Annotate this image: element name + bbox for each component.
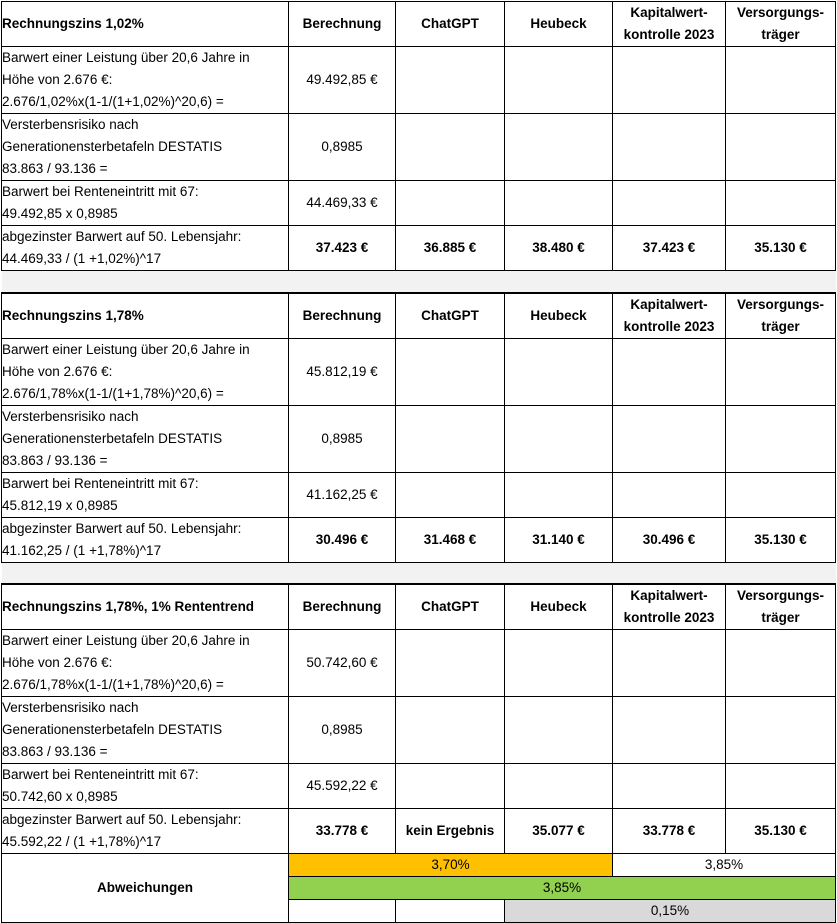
empty-cell [505, 405, 613, 472]
header-kapitalwertkontrolle: Kapitalwert- kontrolle 2023 [613, 2, 726, 47]
empty-cell [505, 114, 613, 181]
empty-cell [613, 764, 726, 809]
section-3-title: Rechnungszins 1,78%, 1% Rententrend [2, 584, 289, 630]
section-3-row-barwert [2, 630, 836, 697]
deviation-white-bar: 3,85% [613, 854, 836, 877]
section-2-header-row [2, 293, 836, 339]
empty-cell [613, 338, 726, 405]
row-label: Versterbensrisiko nach Generationensterbetafeln DESTATIS 83.863 / 93.136 = [2, 697, 289, 764]
empty-cell [396, 338, 505, 405]
header-heubeck: Heubeck [505, 584, 613, 630]
header-chatgpt: ChatGPT [396, 584, 505, 630]
deviation-grey-bar: 0,15% [505, 900, 836, 923]
deviation-green-bar: 3,85% [289, 877, 836, 900]
empty-cell [396, 472, 505, 517]
empty-cell [726, 114, 836, 181]
value-cell: 45.592,22 € [289, 764, 396, 809]
empty-cell [726, 764, 836, 809]
empty-cell [289, 900, 396, 923]
empty-cell [505, 697, 613, 764]
result-versorgung: 35.130 € [726, 809, 836, 854]
empty-cell [396, 630, 505, 697]
empty-cell [613, 181, 726, 226]
separator-cell [2, 562, 836, 584]
result-kapitalwert: 33.778 € [613, 809, 726, 854]
empty-cell [396, 900, 505, 923]
row-label: abgezinster Barwert auf 50. Lebensjahr: 44.469,33 / (1 +1,02%)^17 [2, 226, 289, 271]
empty-cell [726, 697, 836, 764]
header-kapitalwertkontrolle: Kapitalwert- kontrolle 2023 [613, 293, 726, 339]
result-berechnung: 37.423 € [289, 226, 396, 271]
section-2-row-renteneintritt [2, 472, 836, 517]
empty-cell [396, 114, 505, 181]
empty-cell [726, 472, 836, 517]
section-3-row-versterbensrisiko [2, 697, 836, 764]
row-label: Barwert bei Renteneintritt mit 67: 45.812,19 x 0,8985 [2, 472, 289, 517]
header-heubeck: Heubeck [505, 2, 613, 47]
header-chatgpt: ChatGPT [396, 2, 505, 47]
section-3-row-abgezinst [2, 809, 836, 854]
row-label: Versterbensrisiko nach Generationensterbetafeln DESTATIS 83.863 / 93.136 = [2, 405, 289, 472]
abweichungen-label: Abweichungen [2, 854, 289, 923]
section-2-row-barwert [2, 338, 836, 405]
result-versorgung: 35.130 € [726, 226, 836, 271]
empty-cell [396, 764, 505, 809]
section-2-row-versterbensrisiko [2, 405, 836, 472]
result-kapitalwert: 37.423 € [613, 226, 726, 271]
result-versorgung: 35.130 € [726, 517, 836, 562]
section-separator [2, 271, 836, 293]
row-label: Barwert bei Renteneintritt mit 67: 49.492,85 x 0,8985 [2, 181, 289, 226]
header-berechnung: Berechnung [289, 2, 396, 47]
empty-cell [396, 697, 505, 764]
header-versorgungstraeger: Versorgungs- träger [726, 293, 836, 339]
empty-cell [613, 472, 726, 517]
section-1-row-abgezinst [2, 226, 836, 271]
empty-cell [505, 181, 613, 226]
section-1-title: Rechnungszins 1,02% [2, 2, 289, 47]
result-heubeck: 31.140 € [505, 517, 613, 562]
header-berechnung: Berechnung [289, 293, 396, 339]
result-chatgpt: 31.468 € [396, 517, 505, 562]
separator-cell [2, 271, 836, 293]
header-versorgungstraeger: Versorgungs- träger [726, 2, 836, 47]
value-cell: 0,8985 [289, 405, 396, 472]
value-cell: 41.162,25 € [289, 472, 396, 517]
header-versorgungstraeger: Versorgungs- träger [726, 584, 836, 630]
row-label: Versterbensrisiko nach Generationensterbetafeln DESTATIS 83.863 / 93.136 = [2, 114, 289, 181]
result-heubeck: 38.480 € [505, 226, 613, 271]
section-1-row-barwert [2, 47, 836, 114]
header-chatgpt: ChatGPT [396, 293, 505, 339]
value-cell: 50.742,60 € [289, 630, 396, 697]
section-2-row-abgezinst [2, 517, 836, 562]
empty-cell [613, 114, 726, 181]
result-kapitalwert: 30.496 € [613, 517, 726, 562]
section-1-header-row [2, 2, 836, 47]
result-heubeck: 35.077 € [505, 809, 613, 854]
section-3-header-row [2, 584, 836, 630]
row-label: Barwert bei Renteneintritt mit 67: 50.742,60 x 0,8985 [2, 764, 289, 809]
empty-cell [726, 181, 836, 226]
empty-cell [505, 338, 613, 405]
result-berechnung: 30.496 € [289, 517, 396, 562]
value-cell: 45.812,19 € [289, 338, 396, 405]
row-label: abgezinster Barwert auf 50. Lebensjahr: 45.592,22 / (1 +1,78%)^17 [2, 809, 289, 854]
empty-cell [505, 764, 613, 809]
header-kapitalwertkontrolle: Kapitalwert- kontrolle 2023 [613, 584, 726, 630]
row-label: abgezinster Barwert auf 50. Lebensjahr: 41.162,25 / (1 +1,78%)^17 [2, 517, 289, 562]
empty-cell [726, 338, 836, 405]
row-label: Barwert einer Leistung über 20,6 Jahre in Höhe von 2.676 €: 2.676/1,02%x(1-1/(1+1,02%)^20,6) = [2, 47, 289, 114]
empty-cell [726, 47, 836, 114]
value-cell: 0,8985 [289, 114, 396, 181]
empty-cell [726, 630, 836, 697]
empty-cell [613, 697, 726, 764]
empty-cell [505, 472, 613, 517]
empty-cell [396, 181, 505, 226]
section-2-title: Rechnungszins 1,78% [2, 293, 289, 339]
empty-cell [396, 405, 505, 472]
value-cell: 0,8985 [289, 697, 396, 764]
empty-cell [726, 405, 836, 472]
empty-cell [613, 405, 726, 472]
abweichungen-row-1 [2, 854, 836, 877]
result-chatgpt: 36.885 € [396, 226, 505, 271]
section-1-row-versterbensrisiko [2, 114, 836, 181]
empty-cell [505, 630, 613, 697]
row-label: Barwert einer Leistung über 20,6 Jahre in Höhe von 2.676 €: 2.676/1,78%x(1-1/(1+1,78%)^20,6) = [2, 338, 289, 405]
row-label: Barwert einer Leistung über 20,6 Jahre in Höhe von 2.676 €: 2.676/1,78%x(1-1/(1+1,78%)^20,6) = [2, 630, 289, 697]
result-berechnung: 33.778 € [289, 809, 396, 854]
deviation-orange-bar: 3,70% [289, 854, 613, 877]
empty-cell [505, 47, 613, 114]
section-1-row-renteneintritt [2, 181, 836, 226]
value-cell: 44.469,33 € [289, 181, 396, 226]
section-separator [2, 562, 836, 584]
section-3-row-renteneintritt [2, 764, 836, 809]
empty-cell [613, 47, 726, 114]
header-berechnung: Berechnung [289, 584, 396, 630]
result-chatgpt: kein Ergebnis [396, 809, 505, 854]
header-heubeck: Heubeck [505, 293, 613, 339]
empty-cell [613, 630, 726, 697]
comparison-table [1, 1, 836, 923]
value-cell: 49.492,85 € [289, 47, 396, 114]
empty-cell [396, 47, 505, 114]
